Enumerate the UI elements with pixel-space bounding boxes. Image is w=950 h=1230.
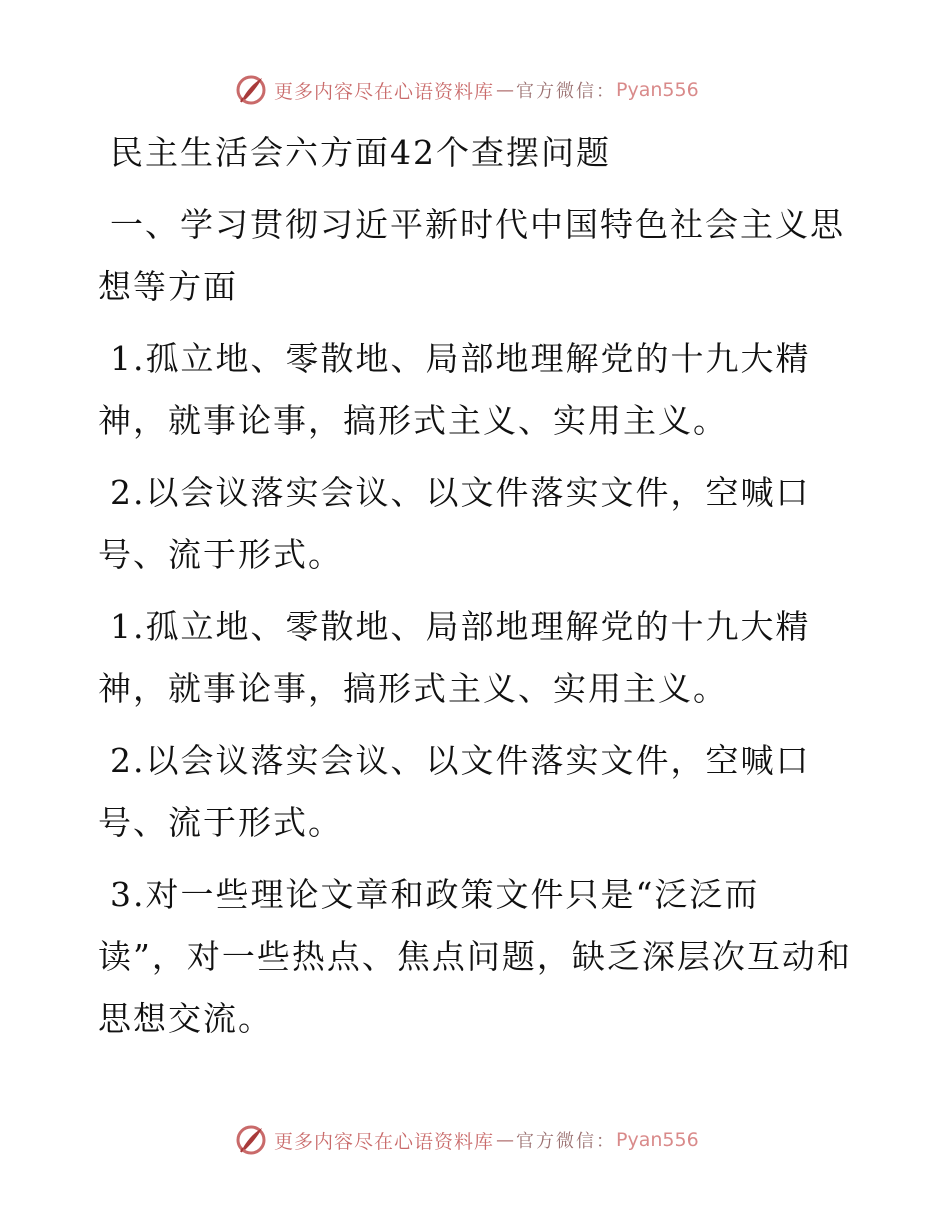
section-heading-line-2: 想等方面	[98, 267, 238, 306]
list-item-line-2: 号、流于形式。	[98, 535, 343, 574]
list-item	[98, 864, 858, 1050]
watermark-wechat-id: Pyan556	[616, 79, 699, 101]
list-item-line-1: 1.孤立地、零散地、局部地理解党的十九大精	[110, 607, 811, 646]
list-item-line-1: 1.孤立地、零散地、局部地理解党的十九大精	[110, 339, 811, 378]
watermark-brand-text: 更多内容尽在心语资料库	[274, 80, 495, 103]
watermark-official-label: 官方微信：	[516, 81, 617, 102]
watermark-wechat-id: Pyan556	[616, 1129, 699, 1151]
quill-logo-icon	[234, 73, 268, 107]
list-item	[98, 462, 858, 586]
header-watermark	[234, 72, 699, 108]
list-item-line-2: 号、流于形式。	[98, 803, 343, 842]
list-item-line-1: 3.对一些理论文章和政策文件只是“泛泛而	[110, 875, 760, 914]
list-item-line-1: 2.以会议落实会议、以文件落实文件，空喊口	[110, 473, 811, 512]
list-item	[98, 730, 858, 854]
list-item-line-1: 2.以会议落实会议、以文件落实文件，空喊口	[110, 741, 811, 780]
watermark-separator: —	[496, 79, 515, 101]
watermark-separator: —	[496, 1129, 515, 1151]
watermark-official-label: 官方微信：	[516, 1131, 617, 1152]
watermark-brand-text: 更多内容尽在心语资料库	[274, 1130, 495, 1153]
document-title: 民主生活会六方面42个查摆问题	[110, 133, 611, 172]
list-item	[98, 596, 858, 720]
list-item-line-2: 读”，对一些热点、焦点问题，缺乏深层次互动和	[98, 937, 852, 976]
list-item-line-2: 神，就事论事，搞形式主义、实用主义。	[98, 669, 728, 708]
list-item	[98, 328, 858, 452]
footer-watermark	[234, 1122, 699, 1158]
document-body	[98, 122, 858, 1050]
quill-logo-icon	[234, 1123, 268, 1157]
section-heading-line-1: 一、学习贯彻习近平新时代中国特色社会主义思	[110, 205, 845, 244]
list-item-line-2: 神，就事论事，搞形式主义、实用主义。	[98, 401, 728, 440]
section-heading	[98, 194, 858, 318]
list-item-line-3: 思想交流。	[98, 999, 273, 1038]
